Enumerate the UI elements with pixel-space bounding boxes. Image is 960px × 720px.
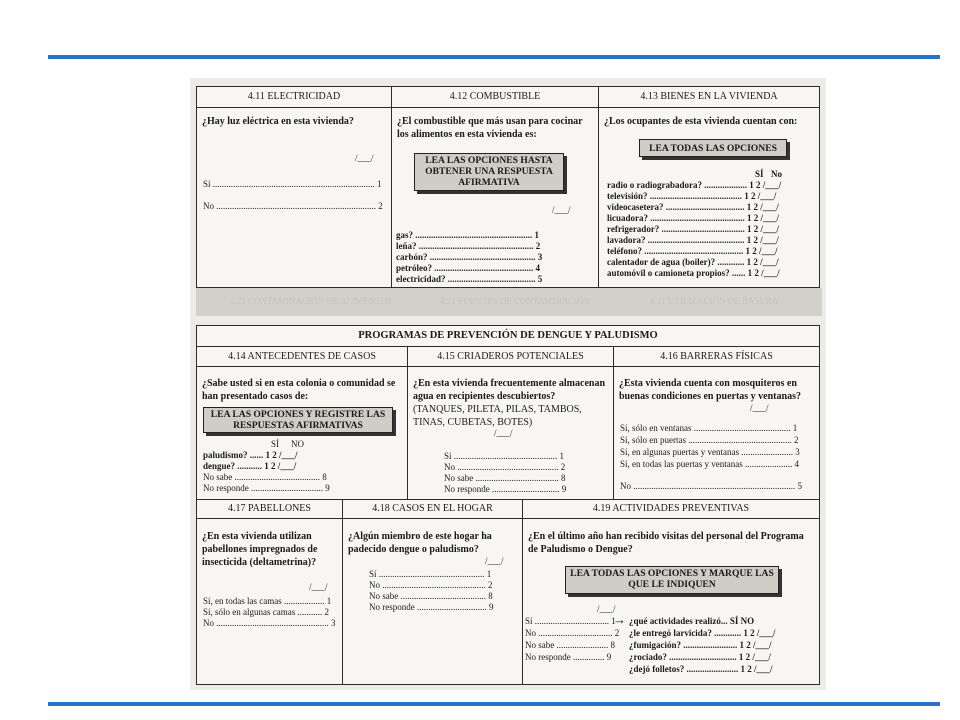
option: No responde ................................ 9 (203, 483, 330, 493)
section-preventive-activities (523, 500, 819, 684)
dengue-malaria-panel (196, 325, 820, 685)
option: No sabe ....................... 8 (525, 640, 615, 650)
option: No .............................................. 2 (369, 580, 493, 590)
question-text: ¿En esta vivienda frecuentemente almacenan agua en recipientes descubiertos? (413, 378, 606, 402)
option: Sí ................................. 1 (525, 616, 616, 626)
question (413, 377, 609, 429)
answer-slot[interactable]: /___/ (309, 582, 328, 592)
section-header: 4.17 PABELLONES (197, 500, 342, 519)
goods-row: calentador de agua (boiler)? ............ 1 2 /___/ (607, 257, 779, 267)
option: Sí .............................................. 1 (444, 451, 565, 461)
ghost-line: 4.21 UTILIZACIÓN DE BASURA (650, 296, 779, 306)
option: Sí, en todas las camas .................. 1 (203, 596, 332, 606)
panel-title: PROGRAMAS DE PREVENCIÓN DE DENGUE Y PALUDISMO (197, 326, 819, 347)
question: ¿El combustible que más usan para cocinar los alimentos en esta vivienda es: (397, 116, 583, 140)
section-header: 4.13 BIENES EN LA VIVIENDA (599, 87, 819, 108)
option: No .................................................. 3 (203, 618, 336, 628)
option: electricidad? ....................................... 5 (396, 274, 543, 284)
question: ¿Sabe usted si en esta colonia o comunidad se han presentado casos de: (202, 378, 396, 402)
column-no: NO (291, 439, 304, 449)
option: Sí, sólo en puertas .............................................. 2 (620, 435, 799, 445)
top-rule (48, 55, 940, 59)
option: Sí, sólo en algunas camas ........... 2 (203, 607, 329, 617)
option: petróleo? ............................................ 4 (396, 263, 540, 273)
column-yes: SÍ (271, 439, 280, 449)
section-header: 4.15 CRIADEROS POTENCIALES (408, 347, 613, 367)
instruction-box: LEA LAS OPCIONES HASTA OBTENER UNA RESPUESTA AFIRMATIVA (414, 153, 564, 191)
answer-slot[interactable]: /___/ (485, 556, 504, 566)
section-fuel (392, 87, 598, 287)
answer-slot[interactable]: /___/ (597, 604, 616, 614)
option: Sí, en algunas puertas y ventanas ....................... 3 (620, 447, 800, 457)
section-physical-barriers (614, 347, 819, 499)
option: No ............................................. 2 (444, 462, 566, 472)
answer-slot[interactable]: /___/ (750, 403, 769, 413)
question-note: (TANQUES, PILETA, PILAS, TAMBOS, TINAS, CUBETAS, BOTES) (413, 404, 582, 428)
question: ¿En esta vivienda utilizan pabellones impregnados de insecticida (deltametrina)? (202, 531, 318, 568)
section-electricity (197, 87, 391, 287)
activity-row: ¿rociado? .............................. 1 2 /___/ (629, 652, 771, 662)
section-header: 4.16 BARRERAS FÍSICAS (614, 347, 819, 367)
answer-slot[interactable]: /___/ (552, 205, 571, 215)
section-header: 4.18 CASOS EN EL HOGAR (343, 500, 522, 519)
goods-row: automóvil o camioneta propios? ...... 1 2 /___/ (607, 268, 780, 278)
option: No responde ............................... 9 (369, 602, 494, 612)
instruction-box: LEA TODAS LAS OPCIONES (639, 139, 787, 157)
ghost-line: 4.21 CONTAMINACIÓN DE ALIMENTOS (230, 296, 393, 306)
option: Sí ............................................... 1 (369, 569, 492, 579)
section-header: 4.19 ACTIVIDADES PREVENTIVAS (523, 500, 819, 519)
goods-row: televisión? ......................................... 1 2 /___/ (607, 191, 777, 201)
section-header: 4.14 ANTECEDENTES DE CASOS (197, 347, 407, 367)
option: No responde .............................. 9 (444, 484, 567, 494)
goods-row: teléfono? ............................................ 1 2 /___/ (607, 246, 778, 256)
section-household-goods (599, 87, 819, 287)
option: carbón? ............................................... 3 (396, 252, 543, 262)
answer-slot[interactable]: /___/ (494, 428, 513, 438)
question: ¿Los ocupantes de esta vivienda cuentan con: (604, 116, 798, 127)
section-header: 4.12 COMBUSTIBLE (392, 87, 598, 108)
activity-row: ¿fumigación? ........................ 1 2 /___/ (629, 640, 772, 650)
goods-row: refrigerador? ..................................... 1 2 /___/ (607, 224, 780, 234)
goods-row: lavadora? ........................................... 1 2 /___/ (607, 235, 779, 245)
option: Sí, en todas las puertas y ventanas ..................... 4 (620, 459, 799, 469)
option: Sí ........................................................................ 1 (203, 179, 382, 189)
option: No ....................................................................... 2 (203, 201, 383, 211)
option: leña? ................................................... 2 (396, 241, 541, 251)
option: No sabe ...................................... 8 (369, 591, 493, 601)
activity-row: ¿dejó folletos? ....................... 1 2 /___/ (629, 664, 773, 674)
instruction-box: LEA LAS OPCIONES Y REGISTRE LAS RESPUESTAS AFIRMATIVAS (203, 407, 393, 433)
instruction-box: LEA TODAS LAS OPCIONES Y MARQUE LAS QUE LE INDIQUEN (565, 566, 779, 594)
section-breeding-sites (408, 347, 613, 499)
option: No ........................................................................ 5 (620, 481, 802, 491)
section-case-history (197, 347, 407, 499)
option: Sí, sólo en ventanas ........................................... 1 (620, 423, 798, 433)
answer-slot[interactable]: /___/ (355, 153, 374, 163)
option: No sabe ...................................... 8 (203, 472, 327, 482)
arrow-icon: → (613, 612, 626, 627)
goods-row: radio o radiograbadora? ................... 1 2 /___/ (607, 180, 782, 190)
option: No responde .............. 9 (525, 652, 612, 662)
question: ¿Hay luz eléctrica en esta vivienda? (202, 116, 354, 127)
goods-row: licuadora? .......................................... 1 2 /___/ (607, 213, 780, 223)
section-household-cases (343, 500, 522, 684)
activities-header: ¿qué actividades realizó... SÍ NO (629, 616, 755, 626)
option: No ................................. 2 (525, 628, 620, 638)
question: ¿Algún miembro de este hogar ha padecido dengue o paludismo? (348, 531, 492, 555)
question: ¿En el último año han recibido visitas del personal del Programa de Paludismo o Dengue? (528, 531, 804, 555)
column-no: No (771, 169, 782, 179)
option: No sabe ..................................... 8 (444, 473, 566, 483)
activity-row: ¿le entregó larvicida? ............ 1 2 /___/ (629, 628, 776, 638)
question: ¿Esta vivienda cuenta con mosquiteros en buenas condiciones en puertas y ventanas? (619, 378, 801, 402)
section-header: 4.11 ELECTRICIDAD (197, 87, 391, 108)
column-yes: SÍ (755, 169, 764, 179)
ghost-line: 4.21 FUENTES DE CONTAMINACIÓN (440, 296, 591, 306)
case-row: dengue? ........... 1 2 /___/ (203, 461, 297, 471)
case-row: paludismo? ...... 1 2 /___/ (203, 450, 298, 460)
housing-panel (196, 86, 820, 288)
section-bed-nets (197, 500, 342, 684)
bottom-rule (48, 702, 940, 706)
option: gas? .................................................... 1 (396, 230, 540, 240)
goods-row: videocasetera? ................................... 1 2 /___/ (607, 202, 779, 212)
